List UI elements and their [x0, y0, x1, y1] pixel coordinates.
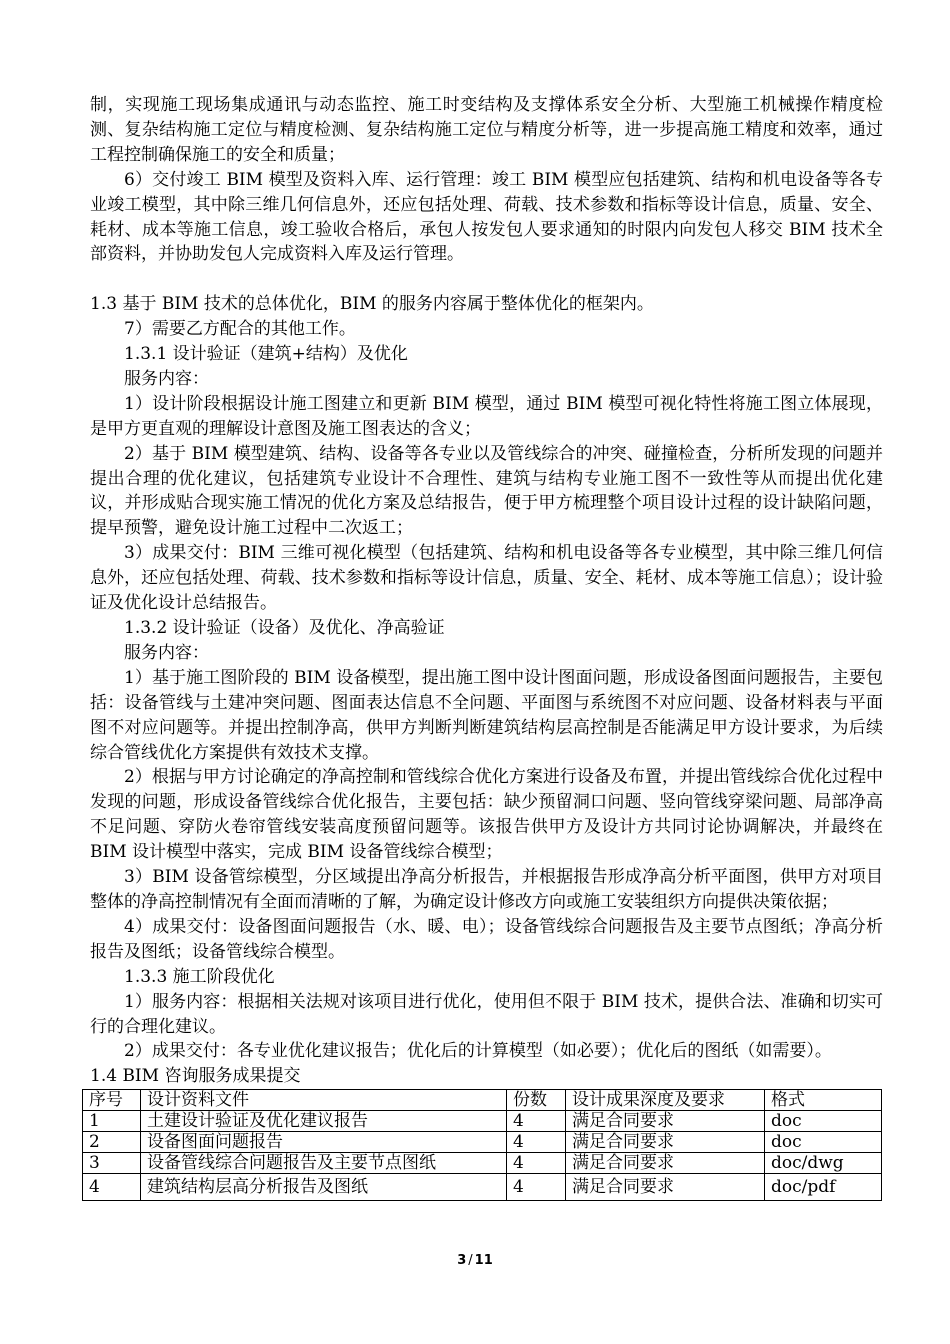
paragraph-1-3-2-item-3: 3）BIM 设备管综模型，分区域提出净高分析报告，并根据报告形成净高分析平面图，供甲方对项目整体的净高控制情况有全面而清晰的了解，为确定设计修改方向或施工安装组织方向提供决策依据； [90, 867, 883, 912]
table-cell: 4 [507, 1132, 566, 1153]
table-cell: 满足合同要求 [566, 1111, 765, 1132]
table-cell: 满足合同要求 [566, 1153, 765, 1174]
table-cell: 建筑结构层高分析报告及图纸 [141, 1174, 507, 1201]
page-total: 11 [474, 1253, 493, 1268]
header-cell: 格式 [765, 1090, 882, 1111]
table-cell: 1 [83, 1111, 141, 1132]
table-cell: 设备管线综合问题报告及主要节点图纸 [141, 1153, 507, 1174]
section-heading-1-3-2: 1.3.2 设计验证（设备）及优化、净高验证 [124, 618, 445, 639]
paragraph-item-7: 7）需要乙方配合的其他工作。 [124, 319, 356, 340]
table-cell: 土建设计验证及优化建议报告 [141, 1111, 507, 1132]
header-cell: 设计资料文件 [141, 1090, 507, 1111]
page-separator: / [468, 1253, 473, 1268]
paragraph-1-3-1-item-1: 1）设计阶段根据设计施工图建立和更新 BIM 模型，通过 BIM 模型可视化特性将施工图立体展现，是甲方更直观的理解设计意图及施工图表达的含义； [90, 393, 883, 439]
paragraph-1-3-1-item-2: 2）基于 BIM 模型建筑、结构、设备等各专业以及管线综合的冲突、碰撞检查，分析所发现的问题并提出合理的优化建议，包括建筑专业设计不合理性、建筑与结构专业施工图不一致性等从而提出优化建议，并形成贴合现实施工情况的优化方案及总结报告，便于甲方梳理整个项目设计过程的设计缺陷问题，提早预警，避免设计施工过程中二次返工； [90, 443, 883, 539]
table-header-row [83, 1090, 882, 1111]
table-cell: doc/pdf [765, 1174, 882, 1201]
paragraph-1-3-2-item-4: 4）成果交付：设备图面问题报告（水、暖、电）；设备管线综合问题报告及主要节点图纸；净高分析报告及图纸；设备管线综合模型。 [90, 916, 883, 962]
table-cell: doc/dwg [765, 1153, 882, 1174]
paragraph-1-3-2-item-2: 2）根据与甲方讨论确定的净高控制和管线综合优化方案进行设备及布置，并提出管线综合优化过程中发现的问题，形成设备管线综合优化报告，主要包括：缺少预留洞口问题、竖向管线穿梁问题、局部净高不足问题、穿防火卷帘管线安装高度预留问题等。该报告供甲方及设计方共同讨论协调解决，并最终在 BIM 设计模型中落实，完成 BIM 设备管线综合模型； [90, 767, 883, 863]
table-cell: doc [765, 1111, 882, 1132]
table-cell: 4 [507, 1174, 566, 1201]
paragraph-1-3-2-item-1: 1）基于施工图阶段的 BIM 设备模型，提出施工图中设计图面问题，形成设备图面问题报告，主要包括：设备管线与土建冲突问题、图面表达信息不全问题、平面图与系统图不对应问题、设备材料表与平面图不对应问题等。并提出控制净高，供甲方判断判断建筑结构层高控制是否能满足甲方设计要求，为后续综合管线优化方案提供有效技术支撑。 [90, 667, 883, 763]
table-cell: 满足合同要求 [566, 1174, 765, 1201]
paragraph-1-3-3-item-2: 2）成果交付：各专业优化建议报告；优化后的计算模型（如必要）；优化后的图纸（如需要）。 [124, 1041, 832, 1062]
page-current: 3 [457, 1253, 467, 1268]
table-cell: doc [765, 1132, 882, 1153]
blank-line [90, 267, 883, 292]
deliverables-table [82, 1089, 882, 1201]
paragraph-continuation: 制，实现施工现场集成通讯与动态监控、施工时变结构及支撑体系安全分析、大型施工机械操作精度检测、复杂结构施工定位与精度检测、复杂结构施工定位与精度分析等，进一步提高施工精度和效率，通过工程控制确保施工的安全和质量； [90, 95, 883, 165]
section-heading-1-4: 1.4 BIM 咨询服务成果提交 [90, 1066, 301, 1087]
section-heading-1-3-1: 1.3.1 设计验证（建筑+结构）及优化 [124, 344, 408, 365]
table-row [83, 1153, 882, 1174]
table-cell: 2 [83, 1132, 141, 1153]
table-cell: 设备图面问题报告 [141, 1132, 507, 1153]
table-cell: 4 [507, 1111, 566, 1132]
table-row [83, 1111, 882, 1132]
document-body [90, 93, 883, 1201]
table-cell: 4 [507, 1153, 566, 1174]
service-content-label: 服务内容： [124, 368, 209, 389]
page-number [0, 1253, 950, 1268]
header-cell: 设计成果深度及要求 [566, 1090, 765, 1111]
table-cell: 3 [83, 1153, 141, 1174]
table-row [83, 1132, 882, 1153]
paragraph-1-3-3-item-1: 1）服务内容：根据相关法规对该项目进行优化，使用但不限于 BIM 技术，提供合法、准确和切实可行的合理化建议。 [90, 991, 883, 1037]
paragraph-1-3-1-item-3: 3）成果交付：BIM 三维可视化模型（包括建筑、结构和机电设备等各专业模型，其中除三维几何信息外，还应包括处理、荷载、技术参数和指标等设计信息，质量、安全、耗材、成本等施工信息）；设计验证及优化设计总结报告。 [90, 543, 883, 614]
header-cell: 份数 [507, 1090, 566, 1111]
section-heading-1-3: 1.3 基于 BIM 技术的总体优化，BIM 的服务内容属于整体优化的框架内。 [90, 294, 654, 315]
header-cell: 序号 [83, 1090, 141, 1111]
section-heading-1-3-3: 1.3.3 施工阶段优化 [124, 966, 275, 987]
service-content-label: 服务内容： [124, 642, 209, 663]
table-cell: 4 [83, 1174, 141, 1201]
table-row [83, 1174, 882, 1201]
table-cell: 满足合同要求 [566, 1132, 765, 1153]
paragraph-item-6: 6）交付竣工 BIM 模型及资料入库、运行管理：竣工 BIM 模型应包括建筑、结构和机电设备等各专业竣工模型，其中除三维几何信息外，还应包括处理、荷载、技术参数和指标等设计信息，质量、安全、耗材、成本等施工信息，竣工验收合格后，承包人按发包人要求通知的时限内向发包人移交 BIM 技术全部资料，并协助发包人完成资料入库及运行管理。 [90, 169, 883, 265]
